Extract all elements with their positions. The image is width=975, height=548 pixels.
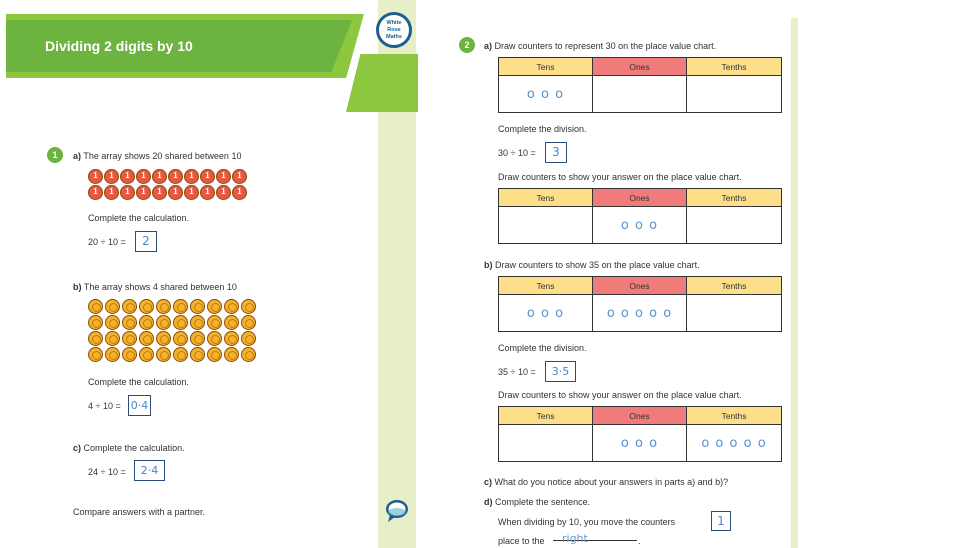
tenths-header: Tenths [687,407,782,425]
tenths-counter [122,331,137,346]
q2d-sentence-2: place to the [498,536,545,546]
q2b-instruction-2: Draw counters to show your answer on the place value chart. [498,390,742,400]
tenths-counter [224,347,239,362]
q2a-instruction: Complete the division. [498,124,587,134]
tenths-counter [139,315,154,330]
q2b-place-value-chart-1 [498,276,782,332]
tenths-counter [156,299,171,314]
q2a-place-value-chart-2 [498,188,782,244]
q2d-answer-box[interactable]: 1 [711,511,731,531]
q1b-instruction: Complete the calculation. [88,377,190,387]
tenths-cell[interactable] [687,207,782,244]
q2a-place-value-chart-1 [498,57,782,113]
q2a-prompt: a) Draw counters to represent 30 on the place value chart. [484,41,717,51]
ones-counter [136,169,151,184]
question-2-badge: 2 [459,37,475,53]
q2b-instruction: Complete the division. [498,343,587,353]
tenths-counter [207,331,222,346]
tens-header: Tens [499,189,593,207]
tenths-counter [207,299,222,314]
ones-counter [200,169,215,184]
page-title: Dividing 2 digits by 10 [45,38,193,54]
tenths-counter [224,331,239,346]
white-rose-maths-logo: White Rose Maths [376,12,412,48]
tenths-counter [241,347,256,362]
ones-counter [104,169,119,184]
tenths-counter [224,299,239,314]
ones-counter [232,169,247,184]
tenths-counter [241,315,256,330]
q2d-sentence-1: When dividing by 10, you move the counters [498,517,676,527]
q2b-equation: 35 ÷ 10 = [498,367,536,377]
tenths-counter [105,315,120,330]
tens-cell[interactable] [499,207,593,244]
q1a-instruction: Complete the calculation. [88,213,190,223]
q2b-place-value-chart-2 [498,406,782,462]
q1a-equation: 20 ÷ 10 = [88,237,126,247]
tenths-counter [122,347,137,362]
ones-counter [120,169,135,184]
tens-cell[interactable]: o o o [499,76,593,113]
tenths-counter [190,347,205,362]
tenths-counter [105,347,120,362]
ones-cell[interactable]: o o o [593,207,687,244]
ones-counter [232,185,247,200]
tenths-counter [241,331,256,346]
tenths-counter [173,347,188,362]
tenths-counter [224,315,239,330]
tenths-cell[interactable] [687,295,782,332]
tenths-counter [105,331,120,346]
q2a-instruction-2: Draw counters to show your answer on the place value chart. [498,172,742,182]
tenths-counter [88,299,103,314]
tenths-counter [190,299,205,314]
ones-counter [168,169,183,184]
ones-cell[interactable]: o o o o o [593,295,687,332]
tenths-counter [241,299,256,314]
tenths-counter [156,347,171,362]
q1-compare-note: Compare answers with a partner. [73,507,206,517]
q1b-prompt: b) The array shows 4 shared between 10 [73,282,237,292]
tens-cell[interactable]: o o o [499,295,593,332]
tenths-counter [190,315,205,330]
q1a-prompt: a) The array shows 20 shared between 10 [73,151,242,161]
center-banner-tab [346,54,418,112]
ones-counter [136,185,151,200]
ones-counter [216,185,231,200]
tenths-cell[interactable]: o o o o o [687,425,782,462]
ones-header: Ones [593,58,687,76]
ones-counter [104,185,119,200]
q2d-prompt: d) Complete the sentence. [484,497,591,507]
ones-header: Ones [593,277,687,295]
ones-counter [152,185,167,200]
tenths-counter [156,331,171,346]
q2c-prompt: c) What do you notice about your answers in parts a) and b)? [484,477,729,487]
tenths-counter [88,331,103,346]
q1c-equation: 24 ÷ 10 = [88,467,126,477]
q1b-answer-box[interactable]: 0·4 [128,395,151,416]
ones-cell[interactable]: o o o [593,425,687,462]
tenths-counter [173,331,188,346]
ones-counter [88,169,103,184]
question-1-badge: 1 [47,147,63,163]
tens-header: Tens [499,58,593,76]
tenths-counter [173,299,188,314]
tenths-counter [122,299,137,314]
ones-header: Ones [593,407,687,425]
tens-header: Tens [499,277,593,295]
tenths-counter [207,347,222,362]
tenths-counter [207,315,222,330]
tenths-counter [88,315,103,330]
tenths-counter [190,331,205,346]
q2a-equation: 30 ÷ 10 = [498,148,536,158]
ones-counter [152,169,167,184]
q1b-counter-array [88,299,256,362]
q1c-prompt: c) Complete the calculation. [73,443,185,453]
q2b-prompt: b) Draw counters to show 35 on the place value chart. [484,260,700,270]
tenths-counter [88,347,103,362]
ones-counter [168,185,183,200]
ones-cell[interactable] [593,76,687,113]
tenths-header: Tenths [687,189,782,207]
q2d-handwritten-answer: right [562,532,588,545]
q1b-equation: 4 ÷ 10 = [88,401,121,411]
q2a-answer-box[interactable]: 3 [545,142,567,163]
q1c-answer-box[interactable]: 2·4 [134,460,165,481]
tens-cell[interactable] [499,425,593,462]
tenths-header: Tenths [687,58,782,76]
tenths-counter [105,299,120,314]
q2d-full-stop: . [638,536,641,546]
discussion-bubble-icon [384,498,410,524]
q2b-answer-box[interactable]: 3·5 [545,361,576,382]
tenths-counter [122,315,137,330]
tenths-counter [173,315,188,330]
tenths-header: Tenths [687,277,782,295]
right-margin-strip [791,18,798,548]
ones-counter [184,185,199,200]
tenths-counter [139,347,154,362]
tenths-cell[interactable] [687,76,782,113]
tenths-counter [139,331,154,346]
tenths-counter [156,315,171,330]
tenths-counter [139,299,154,314]
ones-counter [88,185,103,200]
q1a-counter-array [88,169,247,200]
ones-counter [184,169,199,184]
ones-counter [120,185,135,200]
q1a-answer-box[interactable]: 2 [135,231,157,252]
ones-header: Ones [593,189,687,207]
ones-counter [216,169,231,184]
ones-counter [200,185,215,200]
tens-header: Tens [499,407,593,425]
